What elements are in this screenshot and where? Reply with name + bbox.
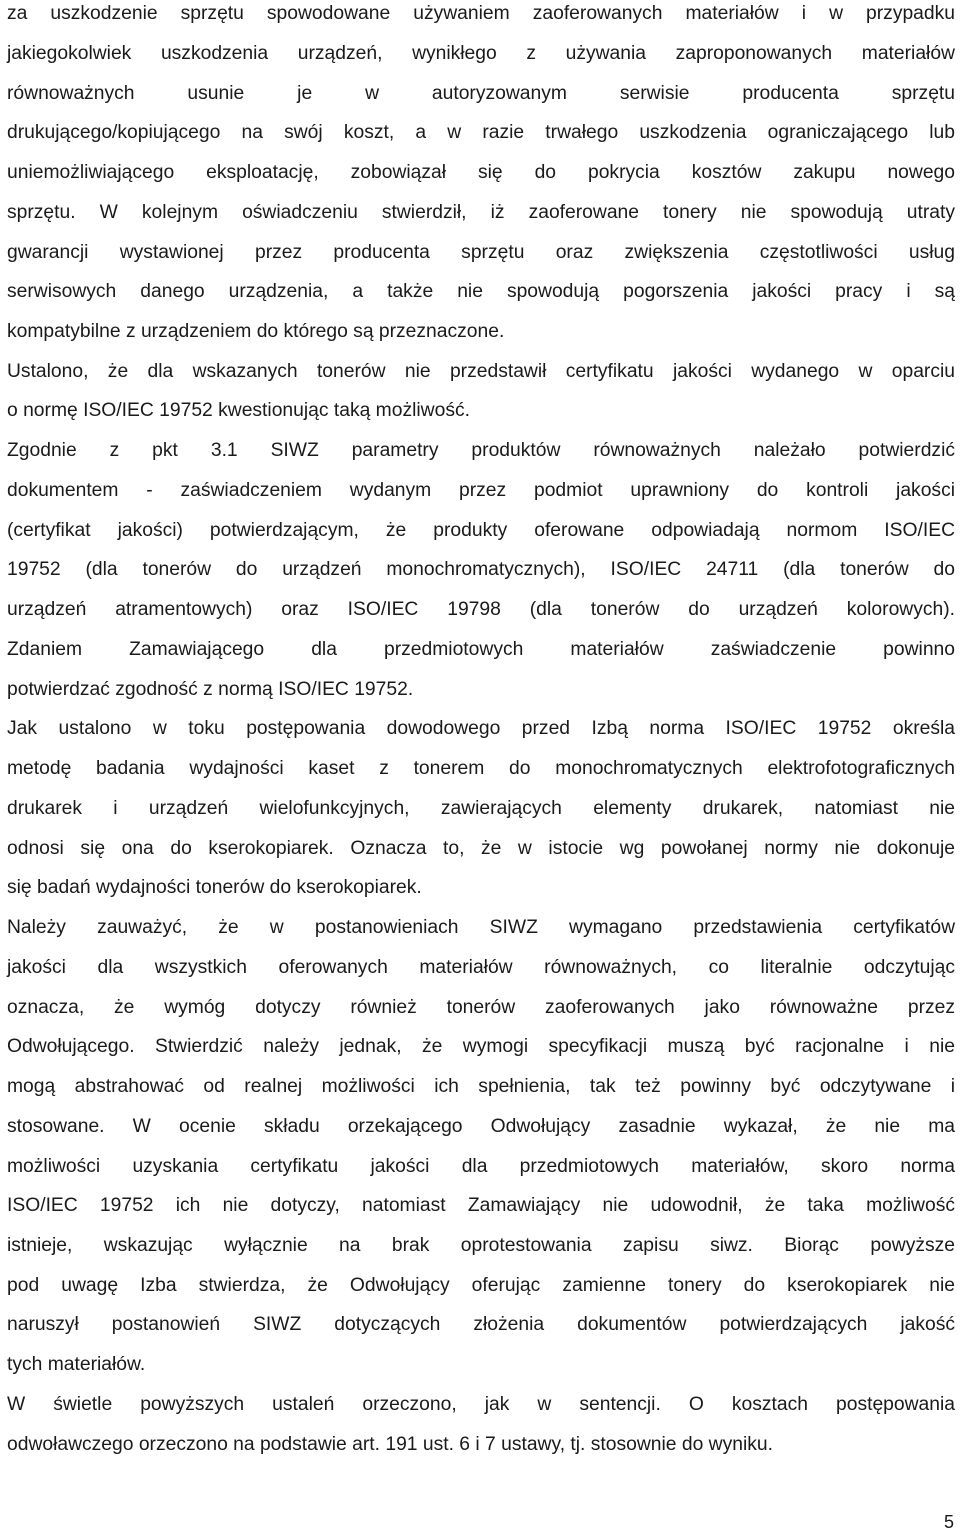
text-line: stosowane. W ocenie składu orzekającego Odwołujący zasadnie wykazał, że nie ma: [7, 1116, 955, 1137]
text-line: Jak ustalono w toku postępowania dowodowego przed Izbą norma ISO/IEC 19752 określa: [7, 718, 955, 739]
text-line: Zdaniem Zamawiającego dla przedmiotowych materiałów zaświadczenie powinno: [7, 639, 955, 660]
text-line: drukującego/kopiującego na swój koszt, a w razie trwałego uszkodzenia ograniczającego lub: [7, 122, 955, 143]
text-line: sprzętu. W kolejnym oświadczeniu stwierdził, iż zaoferowane tonery nie spowodują utraty: [7, 202, 955, 223]
text-line: naruszył postanowień SIWZ dotyczących złożenia dokumentów potwierdzających jakość: [7, 1314, 955, 1335]
text-line: odnosi się ona do kserokopiarek. Oznacza to, że w istocie wg powołanej normy nie dokonuje: [7, 838, 955, 859]
text-line: serwisowych danego urządzenia, a także nie spowodują pogorszenia jakości pracy i są: [7, 281, 955, 302]
text-line: o normę ISO/IEC 19752 kwestionując taką możliwość.: [7, 400, 470, 421]
text-line: (certyfikat jakości) potwierdzającym, że produkty oferowane odpowiadają normom ISO/IEC: [7, 520, 955, 541]
text-line: metodę badania wydajności kaset z tonerem do monochromatycznych elektrofotograficznych: [7, 758, 955, 779]
text-line: Należy zauważyć, że w postanowieniach SIWZ wymagano przedstawienia certyfikatów: [7, 917, 955, 938]
text-line: uniemożliwiającego eksploatację, zobowiązał się do pokrycia kosztów zakupu nowego: [7, 162, 955, 183]
text-line: potwierdzać zgodność z normą ISO/IEC 19752.: [7, 679, 414, 700]
text-line: możliwości uzyskania certyfikatu jakości dla przedmiotowych materiałów, skoro norma: [7, 1156, 955, 1177]
text-line: urządzeń atramentowych) oraz ISO/IEC 19798 (dla tonerów do urządzeń kolorowych).: [7, 599, 955, 620]
text-line: dokumentem - zaświadczeniem wydanym przez podmiot uprawniony do kontroli jakości: [7, 480, 955, 501]
text-line: się badań wydajności tonerów do kserokopiarek.: [7, 877, 422, 898]
text-line: pod uwagę Izba stwierdza, że Odwołujący oferując zamienne tonery do kserokopiarek nie: [7, 1275, 955, 1296]
text-line: kompatybilne z urządzeniem do którego są przeznaczone.: [7, 321, 505, 342]
text-line: mogą abstrahować od realnej możliwości ich spełnienia, tak też powinny być odczytywane i: [7, 1076, 955, 1097]
text-line: tych materiałów.: [7, 1354, 146, 1375]
text-line: drukarek i urządzeń wielofunkcyjnych, zawierających elementy drukarek, natomiast nie: [7, 798, 955, 819]
text-line: odwoławczego orzeczono na podstawie art. 191 ust. 6 i 7 ustawy, tj. stosownie do wyniku.: [7, 1434, 773, 1455]
text-line: Odwołującego. Stwierdzić należy jednak, że wymogi specyfikacji muszą być racjonalne i nie: [7, 1036, 955, 1057]
text-line: za uszkodzenie sprzętu spowodowane używaniem zaoferowanych materiałów i w przypadku: [7, 3, 955, 24]
text-line: istnieje, wskazując wyłącznie na brak oprotestowania zapisu siwz. Biorąc powyższe: [7, 1235, 955, 1256]
text-line: ISO/IEC 19752 ich nie dotyczy, natomiast Zamawiający nie udowodnił, że taka możliwość: [7, 1195, 955, 1216]
text-line: oznacza, że wymóg dotyczy również tonerów zaoferowanych jako równoważne przez: [7, 997, 955, 1018]
text-line: gwarancji wystawionej przez producenta sprzętu oraz zwiększenia częstotliwości usług: [7, 242, 955, 263]
page-number: 5: [943, 1512, 954, 1532]
text-line: Zgodnie z pkt 3.1 SIWZ parametry produktów równoważnych należało potwierdzić: [7, 440, 955, 461]
text-line: 19752 (dla tonerów do urządzeń monochromatycznych), ISO/IEC 24711 (dla tonerów do: [7, 559, 955, 580]
text-line: W świetle powyższych ustaleń orzeczono, jak w sentencji. O kosztach postępowania: [7, 1394, 955, 1415]
text-line: jakości dla wszystkich oferowanych materiałów równoważnych, co literalnie odczytując: [7, 957, 955, 978]
text-line: jakiegokolwiek uszkodzenia urządzeń, wynikłego z używania zaproponowanych materiałów: [7, 43, 955, 64]
text-line: Ustalono, że dla wskazanych tonerów nie przedstawił certyfikatu jakości wydanego w oparciu: [7, 361, 955, 382]
text-line: równoważnych usunie je w autoryzowanym serwisie producenta sprzętu: [7, 83, 955, 104]
